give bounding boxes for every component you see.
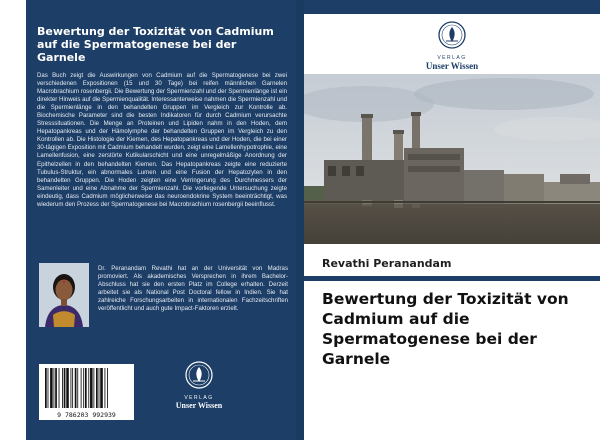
author-bio: Dr. Peranandam Revathi hat an der Universität von Madras promoviert. Als akademisches Versprechen in ihrem Bachelor-Abschluss hat sie den ersten Platz im College erhalten. Derzeit arbeitet sie als National Post Doctoral fellow in Indien. Sie hat zahlreiche Forschungsarbeiten in internationalen Fachzeitschriften veröffentlicht und auch gute Impact-Faktoren erzielt. [98,265,288,313]
back-logo-name: Unser Wissen [175,401,223,410]
barcode-bar [100,368,103,408]
front-logo-label: VERLAG [437,55,467,61]
isbn-digits: 9 786203 992939 [57,411,116,419]
back-logo-label: VERLAG [184,395,214,401]
barcode-bar [90,368,93,408]
front-book-title: Bewertung der Toxizität von Cadmium auf die Spermatogenese bei der Garnele [322,290,569,368]
book-spine [296,0,304,440]
barcode-bar [45,368,47,408]
back-cover [26,0,296,440]
cover-photo-factory [304,74,600,244]
barcode-bar [88,368,89,408]
publisher-emblem-icon [169,360,229,390]
back-cover-blurb: Das Buch zeigt die Auswirkungen von Cadmium auf die Spermatogenese bei zwei verschiedenen Expositionen (15 und 30 Tage) bei reifen männlichen Garnelen Macrobrachium rosenbergii. Die Bewertung der Spermienzahl und der Spermienlänge ist ein direkter Hinweis auf die Spermienqualität. Interessanterweise nahmen die Spermienzahl und die Spermienlänge in den behandelten Gruppen im Vergleich zur Kontrolle ab. Biochemische Parameter sind die besten Indikatoren für durch Cadmium verursachte Stresssituationen. Die Menge an Proteinen und Lipiden nahm in den Hoden, dem Hepatopankreas und der Hämolymphe der behandelten Gruppen im Vergleich zu den Kontrollen ab. Die Histologie der Kiemen, des Hepatopankreas und der Hoden, die bei einer 30-tägigen Exposition mit Cadmium behandelt wurden, zeigt eine Lamellenhypotrophie, eine Lamellenfusion, eine zerstörte Kutikularschicht und eine unregelmäßige Anordnung der Epithelzellen in den behandelten Kiemen. Das Hepatopankreas zeigte eine reduzierte Tubulus-Struktur, ein abnormales Lumen und eine Fusion der Hepatozyten in den behandelten Gruppen. Die Hoden zeigten eine Verringerung des Durchmessers der Samenleiter und eine Abnahme der Spermienzahl. Die vorliegende Untersuchung zeigte eindeutig, dass Cadmium möglicherweise das neuroendokrine System beeinträchtigt, was wiederum den Prozess der Spermatogenese bei Macrobrachium rosenbergii beeinflusst. [37,72,287,208]
front-cover [304,0,600,440]
front-publisher-logo [407,20,497,72]
front-divider-band [304,276,600,281]
barcode-bar [64,368,66,408]
barcode-bar [75,368,77,408]
front-author-name: Revathi Peranandam [322,257,452,270]
barcode-bar [105,368,106,408]
barcode-bar [99,368,100,408]
barcode-bar [81,368,82,408]
barcode-bar [85,368,87,408]
front-top-band [304,0,600,14]
back-publisher-logo [169,360,229,410]
barcode-bar [48,368,49,408]
barcode-bar [71,368,72,408]
publisher-emblem-icon [407,20,497,50]
barcode-bar [59,368,60,408]
barcode-bar [66,368,69,408]
back-cover-title: Bewertung der Toxizität von Cadmium auf die Spermatogenese bei der Garnele [37,25,274,64]
barcode-bar [77,368,78,408]
author-photo [39,263,89,327]
barcode-bar [50,368,53,408]
front-logo-name: Unser Wissen [425,61,479,71]
barcode-bar [62,368,63,408]
barcode-bar [54,368,55,408]
barcode-bar [107,368,108,408]
isbn-barcode [39,364,134,420]
barcode-bar [93,368,94,408]
barcode-bar [83,368,84,408]
barcode-bar [55,368,57,408]
barcode-bar [72,368,73,408]
barcode-bar [96,368,98,408]
